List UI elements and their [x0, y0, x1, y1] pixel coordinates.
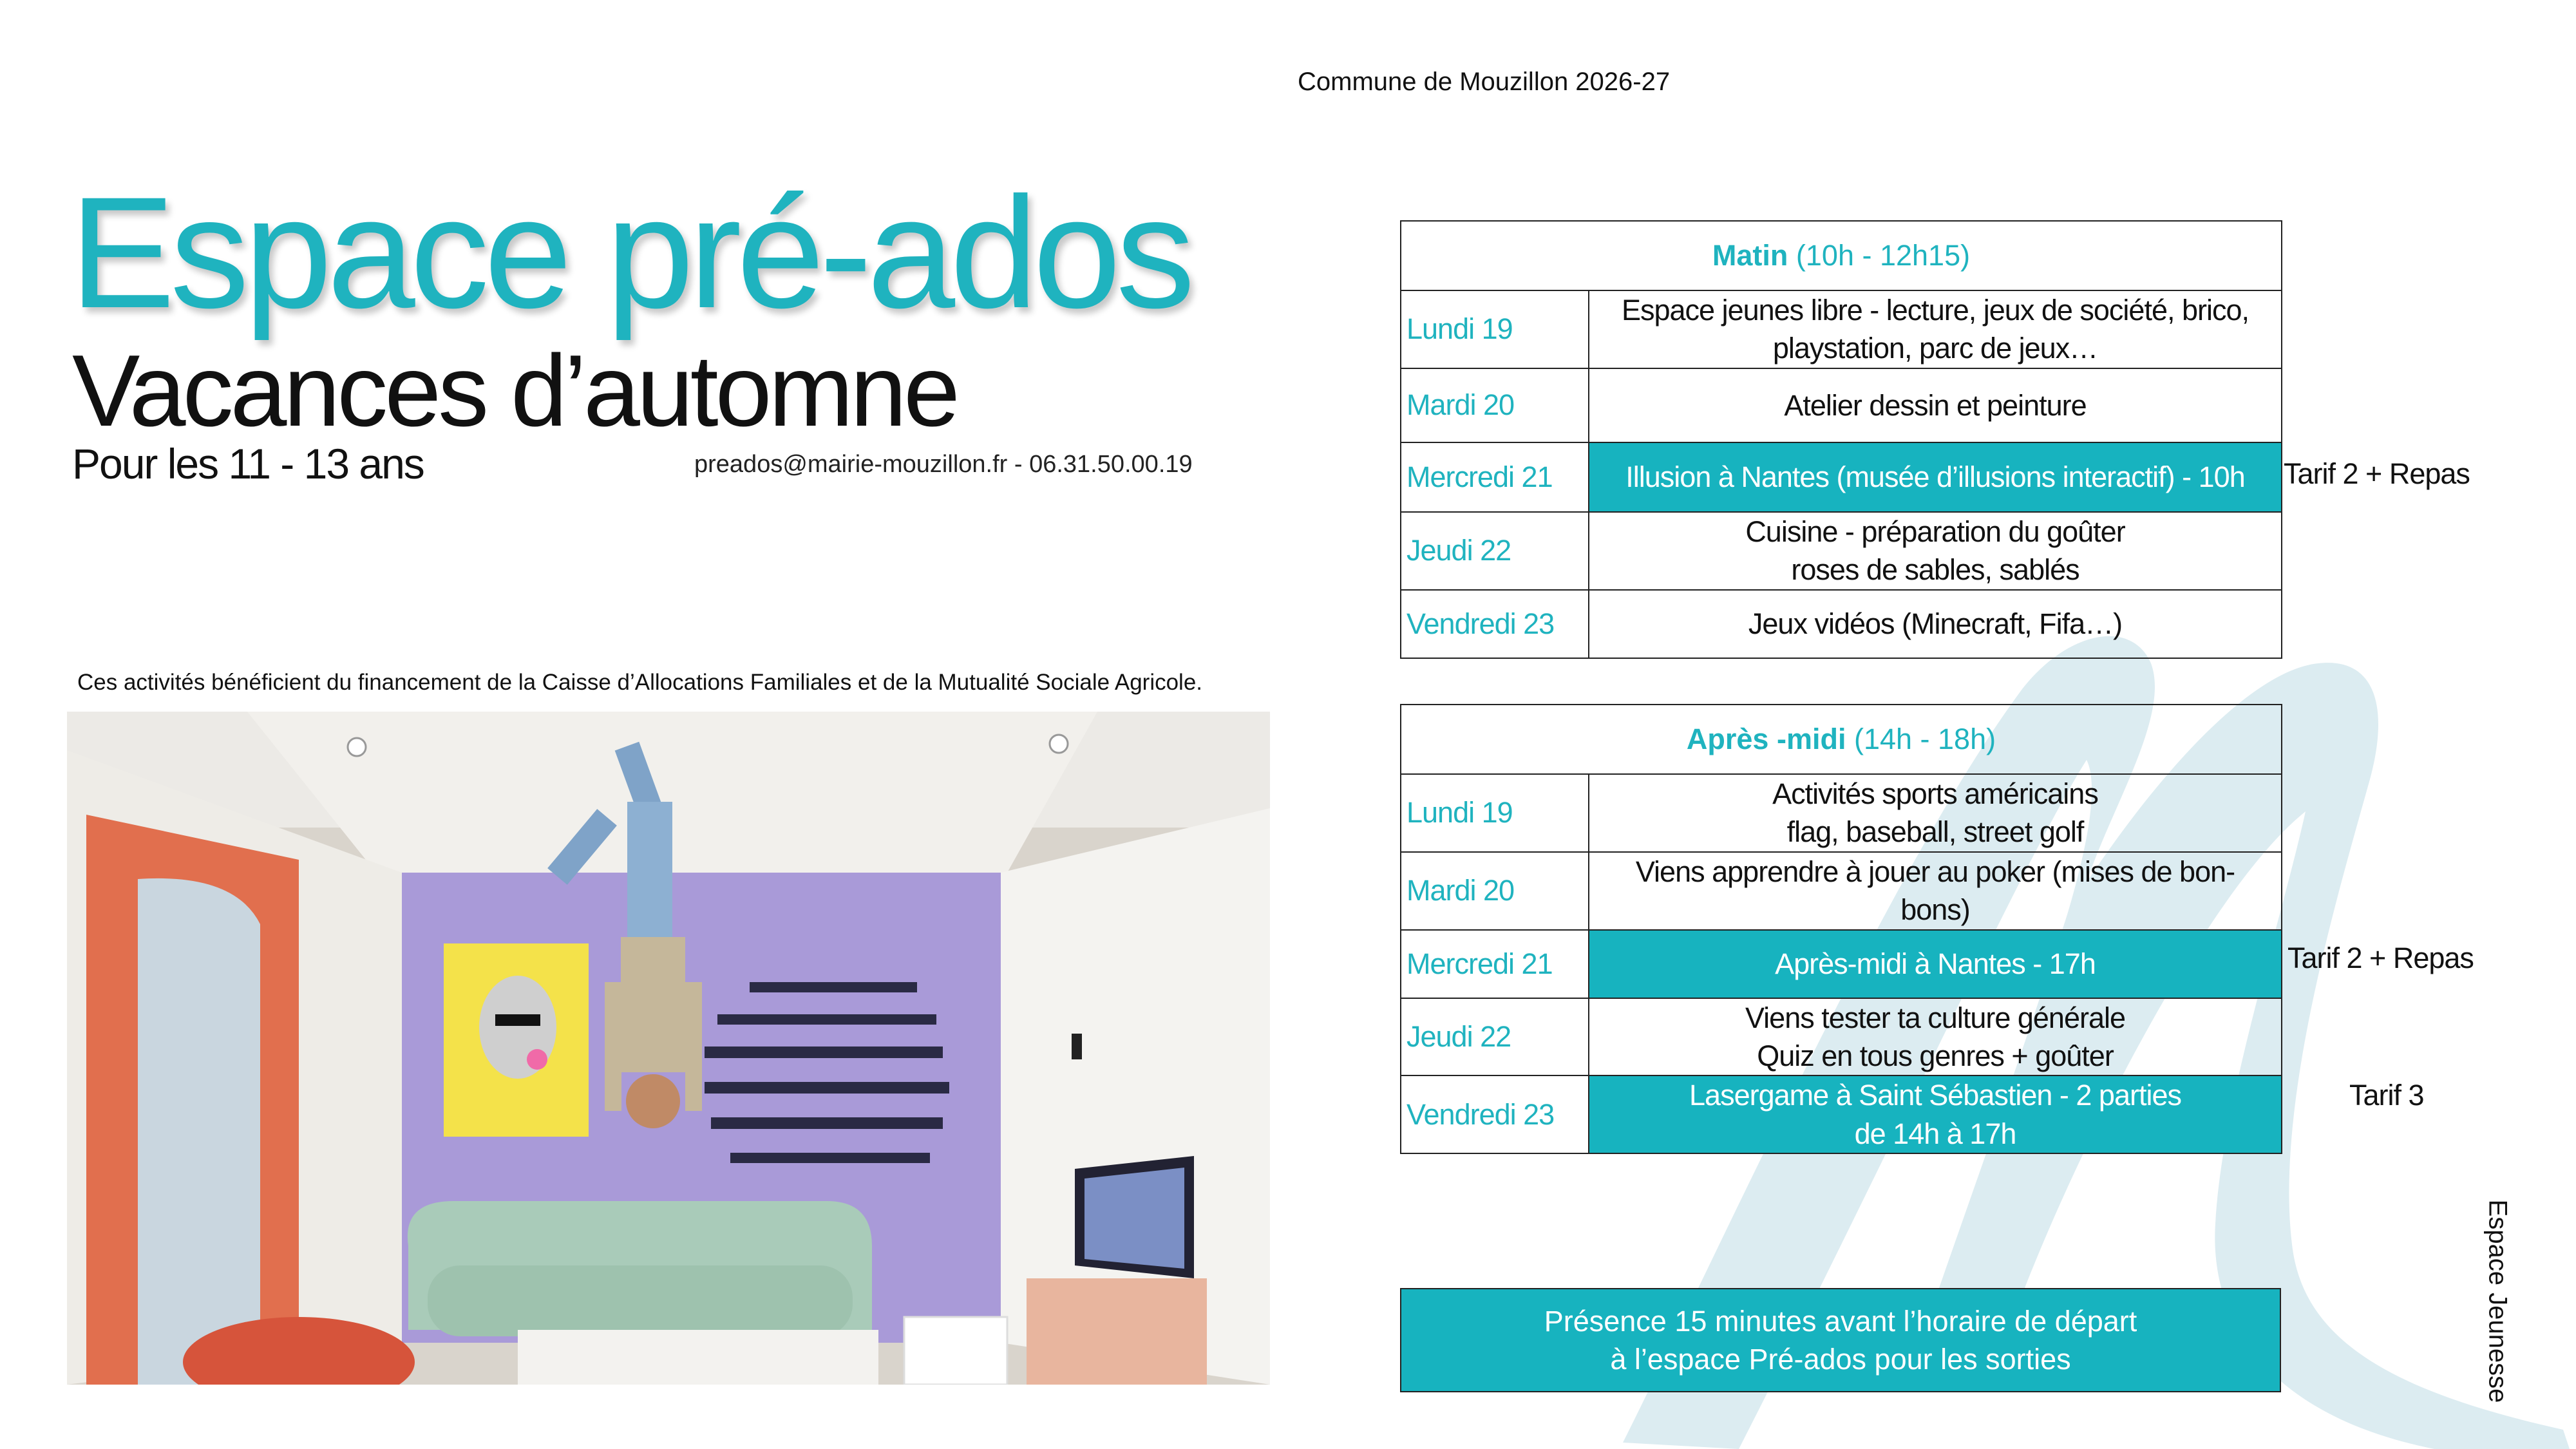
activity-cell-highlight — [1589, 442, 2282, 512]
table-row — [1401, 998, 2282, 1076]
afternoon-title: Après -midi — [1686, 723, 1846, 755]
activity-line: de 14h à 17h — [1854, 1117, 2016, 1150]
activity-line: flag, baseball, street golf — [1786, 815, 2084, 849]
commune-header: Commune de Mouzillon 2026-27 — [1298, 68, 1671, 96]
tarif-label: Tarif 3 — [2349, 1079, 2424, 1112]
activity-line: bons) — [1900, 893, 1970, 927]
activity-line: Activités sports américains — [1772, 777, 2098, 810]
morning-hours: (10h - 12h15) — [1795, 239, 1971, 272]
page-title: Espace pré-ados — [70, 164, 1190, 341]
day-cell: Mardi 20 — [1401, 852, 1589, 930]
activity-line: Illusion à Nantes (musée d’illusions interactif) - 10h — [1625, 460, 2245, 494]
activity-line: Lasergame à Saint Sébastien - 2 parties — [1689, 1079, 2181, 1112]
activity-line: roses de sables, sablés — [1791, 553, 2079, 587]
morning-header — [1401, 221, 2282, 290]
activity-cell — [1589, 512, 2282, 590]
activity-cell — [1589, 290, 2282, 368]
activity-cell — [1589, 590, 2282, 658]
morning-title: Matin — [1712, 239, 1788, 272]
departure-notice — [1400, 1288, 2281, 1392]
activity-line: Espace jeunes libre - lecture, jeux de société, brico, — [1621, 294, 2249, 327]
table-row — [1401, 512, 2282, 590]
table-row — [1401, 442, 2282, 512]
afternoon-schedule-table — [1400, 704, 2282, 1154]
morning-schedule-table — [1400, 220, 2282, 659]
page-subtitle: Vacances d’automne — [72, 334, 957, 448]
tarif-label: Tarif 2 + Repas — [2284, 457, 2470, 490]
table-row — [1401, 774, 2282, 852]
afternoon-header — [1401, 705, 2282, 774]
tarif-label: Tarif 2 + Repas — [2287, 942, 2474, 974]
activity-line: Viens tester ta culture générale — [1745, 1001, 2126, 1034]
table-row — [1401, 1075, 2282, 1153]
day-cell: Mardi 20 — [1401, 368, 1589, 442]
activity-line: Viens apprendre à jouer au poker (mises de bon- — [1635, 855, 2235, 888]
day-cell: Mercredi 21 — [1401, 442, 1589, 512]
day-cell: Vendredi 23 — [1401, 1075, 1589, 1153]
activity-line: Quiz en tous genres + goûter — [1757, 1039, 2114, 1072]
table-row — [1401, 290, 2282, 368]
day-cell: Vendredi 23 — [1401, 590, 1589, 658]
table-row — [1401, 590, 2282, 658]
activity-cell — [1589, 368, 2282, 442]
activity-line: Après-midi à Nantes - 17h — [1775, 947, 2096, 980]
table-row — [1401, 930, 2282, 998]
activity-cell-highlight — [1589, 930, 2282, 998]
contact-info: preados@mairie-mouzillon.fr - 06.31.50.00.19 — [694, 451, 1193, 478]
day-cell: Jeudi 22 — [1401, 998, 1589, 1076]
illusion-room-photo — [67, 712, 1270, 1385]
table-row — [1401, 368, 2282, 442]
day-cell: Mercredi 21 — [1401, 930, 1589, 998]
afternoon-hours: (14h - 18h) — [1853, 723, 1996, 755]
side-label: Espace Jeunesse — [2483, 1199, 2512, 1403]
notice-line: Présence 15 minutes avant l’horaire de départ — [1544, 1304, 2137, 1338]
activity-line: Jeux vidéos (Minecraft, Fifa…) — [1748, 607, 2123, 640]
activity-line: Cuisine - préparation du goûter — [1745, 515, 2125, 548]
table-row — [1401, 852, 2282, 930]
activity-cell-highlight — [1589, 1075, 2282, 1153]
activity-cell — [1589, 852, 2282, 930]
notice-line: à l’espace Pré-ados pour les sorties — [1610, 1343, 2071, 1376]
age-range: Pour les 11 - 13 ans — [72, 440, 424, 488]
activity-line: playstation, parc de jeux… — [1772, 332, 2098, 365]
activity-cell — [1589, 998, 2282, 1076]
activity-cell — [1589, 774, 2282, 852]
day-cell: Lundi 19 — [1401, 290, 1589, 368]
funding-note: Ces activités bénéficient du financement de la Caisse d’Allocations Familiales et de la Mutualité Sociale Agricole. — [77, 670, 1203, 695]
day-cell: Lundi 19 — [1401, 774, 1589, 852]
activity-line: Atelier dessin et peinture — [1784, 388, 2087, 422]
day-cell: Jeudi 22 — [1401, 512, 1589, 590]
